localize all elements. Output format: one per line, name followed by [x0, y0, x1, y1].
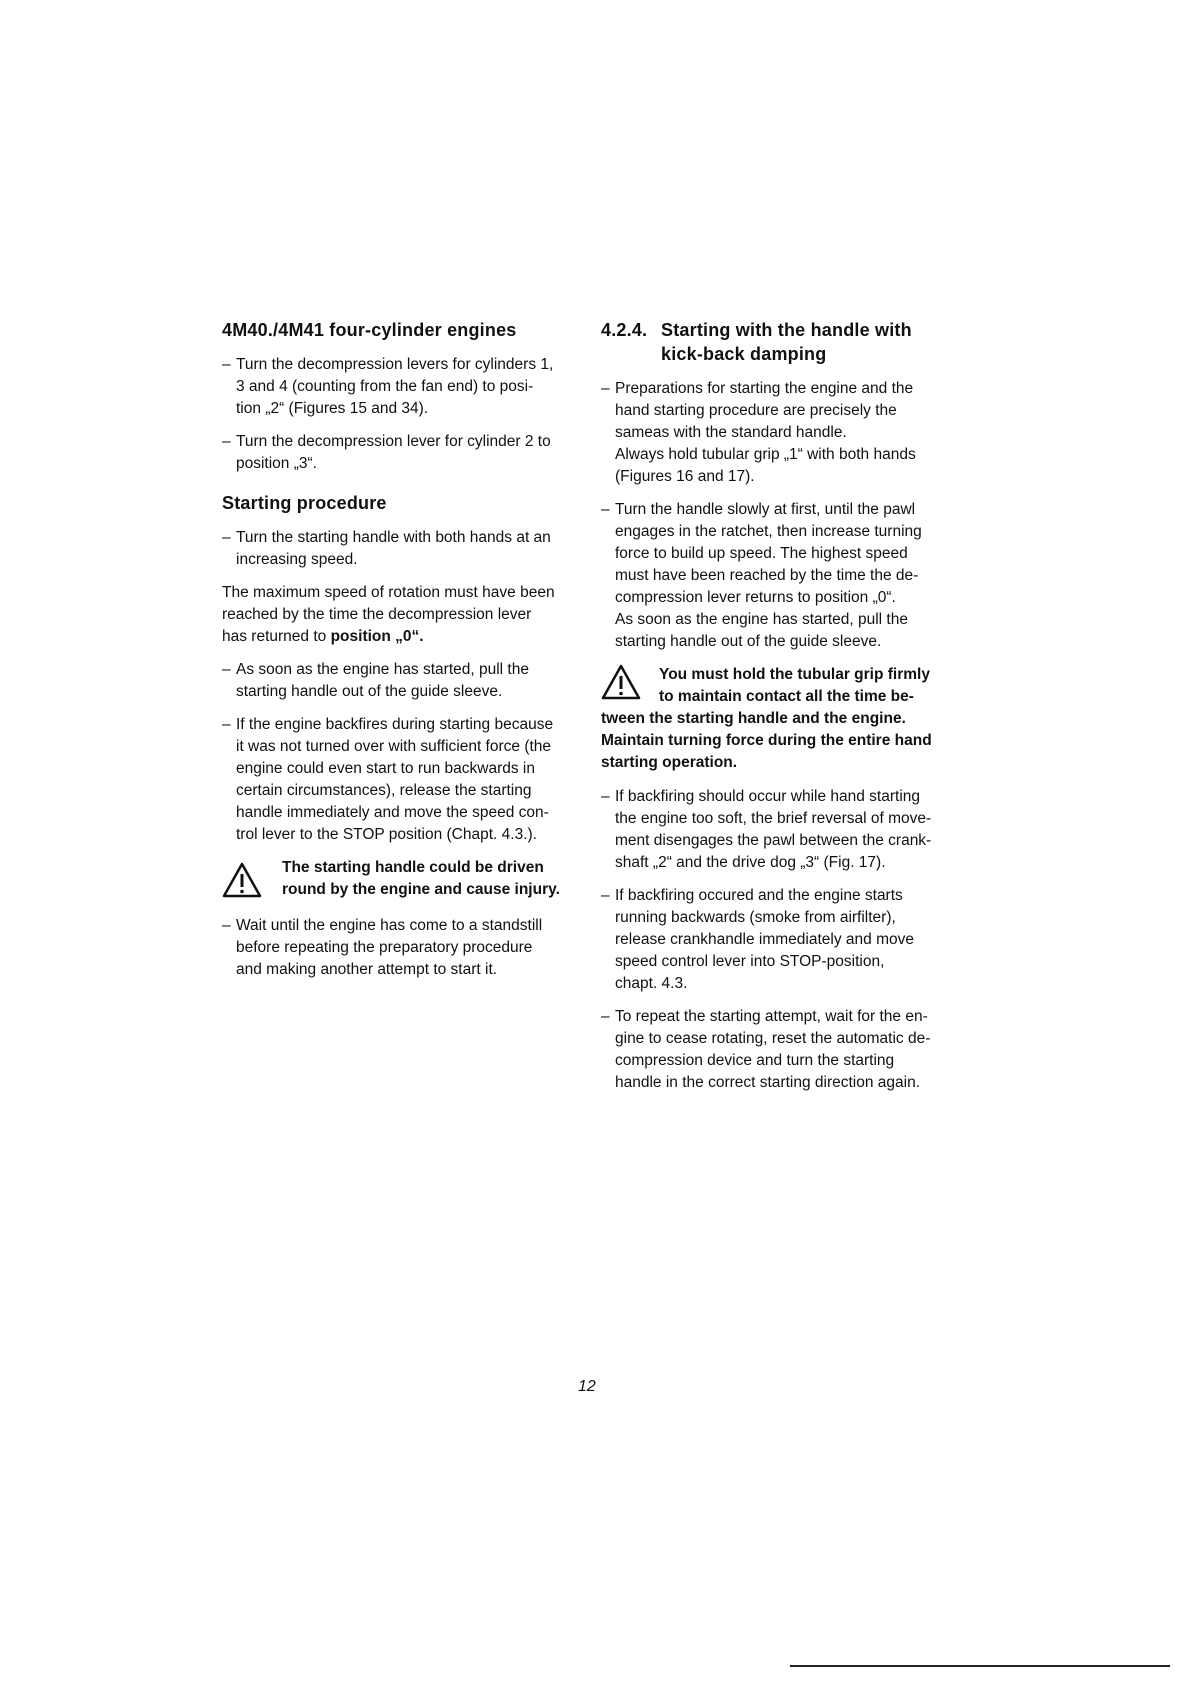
left-column [222, 318, 580, 992]
list-item-text: If the engine backfires during starting because it was not turned over with sufficient force (the engine could even start to run backwards in certain circumstances), release the starting handle immediately and move the speed con- trol lever to the STOP position (Chapt. 4.3.). [236, 716, 554, 843]
list-item: – If backfiring should occur while hand starting the engine too soft, the brief reversal of move- ment disengages the pawl between the crank- shaft „2“ and the drive dog „3“ (Fig. 17). [601, 786, 957, 874]
section-title: Starting with the handle with kick-back damping [661, 320, 912, 364]
list-item: – Turn the decompression levers for cylinders 1, 3 and 4 (counting from the fan end) to posi- tion „2“ (Figures 15 and 34). [222, 354, 580, 420]
footer-rule [790, 1665, 1170, 1667]
section-heading-4m40: 4M40./4M41 four-cylinder engines [222, 320, 517, 340]
paragraph-text: The maximum speed of rotation must have been reached by the time the decompression lever has returned to [222, 584, 555, 645]
list-item: – Turn the decompression lever for cylinder 2 to position „3“. [222, 431, 580, 475]
list-item-text: Turn the decompression lever for cylinder 2 to position „3“. [236, 433, 551, 472]
warning-triangle-icon [222, 857, 282, 903]
warning-block [601, 664, 957, 774]
list-item-text: Turn the handle slowly at first, until the pawl engages in the ratchet, then increase turning force to build up speed. The highest speed must have been reached by the time the de- compression lever returns to position „0“. As soon as the engine has started, pull the starting handle out of the guide sleeve. [615, 501, 922, 650]
paragraph-max-speed [222, 582, 580, 648]
list-item: – If the engine backfires during starting because it was not turned over with sufficient force (the engine could even start to run backwards in certain circumstances), release the starting handle immediately and move the speed con- trol lever to the STOP position (Chapt. 4.3.). [222, 714, 580, 846]
right-column [601, 318, 957, 1105]
list-item-text: As soon as the engine has started, pull the starting handle out of the guide sleeve. [236, 661, 529, 700]
list-item: – To repeat the starting attempt, wait for the en- gine to cease rotating, reset the automatic de- compression device and turn the starting handle in the correct starting direction again. [601, 1006, 957, 1094]
list-item-text: Wait until the engine has come to a standstill before repeating the preparatory procedure and making another attempt to start it. [236, 917, 543, 978]
list-item-text: Turn the decompression levers for cylinders 1, 3 and 4 (counting from the fan end) to posi- tion „2“ (Figures 15 and 34). [236, 356, 554, 417]
section-number: 4.2.4. [601, 320, 648, 340]
warning-text: The starting handle could be driven round by the engine and cause injury. [282, 859, 560, 898]
warning-triangle-icon [601, 664, 659, 708]
warning-text-continued: tween the starting handle and the engine. Maintain turning force during the entire hand starting operation. [601, 710, 932, 771]
warning-text: You must hold the tubular grip firmly to maintain contact all the time be- [659, 666, 930, 705]
list-item: – Wait until the engine has come to a standstill before repeating the preparatory procedure and making another attempt to start it. [222, 915, 580, 981]
list-item-text: To repeat the starting attempt, wait for the en- gine to cease rotating, reset the automatic de- compression device and turn the starting handle in the correct starting direction again. [615, 1008, 931, 1091]
page-number: 12 [578, 1378, 596, 1395]
list-item-text: If backfiring occured and the engine starts running backwards (smoke from airfilter), release crankhandle immediately and move speed control lever into STOP-position, chapt. 4.3. [615, 887, 914, 992]
list-item: – As soon as the engine has started, pull the starting handle out of the guide sleeve. [222, 659, 580, 703]
list-item-text: Preparations for starting the engine and the hand starting procedure are precisely the sameas with the standard handle. Always hold tubular grip „1“ with both hands (Figures 16 and 17). [615, 380, 916, 485]
subheading-starting-procedure: Starting procedure [222, 493, 387, 513]
list-item: – If backfiring occured and the engine starts running backwards (smoke from airfilter), release crankhandle immediately and move speed control lever into STOP-position, chapt. 4.3. [601, 885, 957, 995]
warning-block [222, 857, 580, 903]
list-item: – Turn the starting handle with both hands at an increasing speed. [222, 527, 580, 571]
list-item-text: Turn the starting handle with both hands at an increasing speed. [236, 529, 551, 568]
list-item-text: If backfiring should occur while hand starting the engine too soft, the brief reversal of move- ment disengages the pawl between the crank- shaft „2“ and the drive dog „3“ (Fig. 17). [615, 788, 932, 871]
list-item: – Turn the handle slowly at first, until the pawl engages in the ratchet, then increase turning force to build up speed. The highest speed must have been reached by the time the de- compression lever returns to position „0“. As soon as the engine has started, pull the starting handle out of the guide sleeve. [601, 499, 957, 653]
paragraph-bold-text: position „0“. [330, 628, 424, 645]
section-heading-4-2-4 [601, 318, 957, 366]
list-item: – Preparations for starting the engine and the hand starting procedure are precisely the sameas with the standard handle. Always hold tubular grip „1“ with both hands (Figures 16 and 17). [601, 378, 957, 488]
